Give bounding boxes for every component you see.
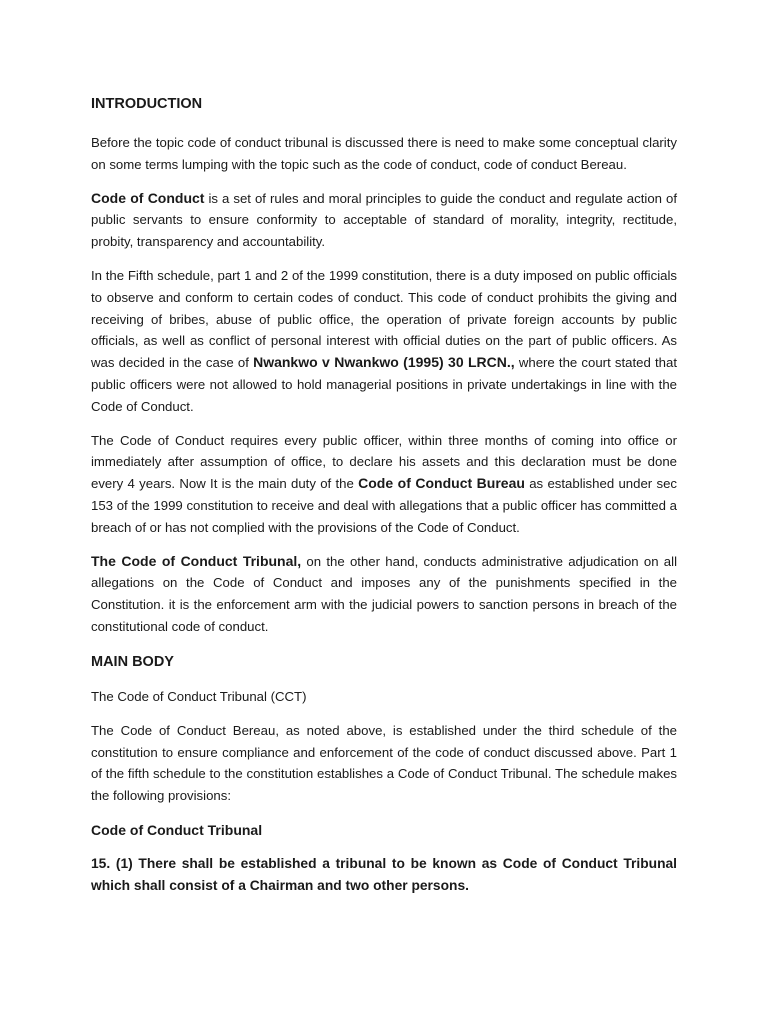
code-of-conduct-term: Code of Conduct (91, 189, 205, 206)
tribunal-section-heading: Code of Conduct Tribunal (91, 821, 263, 838)
cct-subtitle: The Code of Conduct Tribunal (CCT) (91, 688, 307, 704)
document-page (91, 92, 677, 897)
bureau-paragraph (91, 430, 677, 539)
bureau-text: The Code of Conduct requires every public officer, within three months of coming into office or immediately after assumption of office, to declare his assets and this declaration must be done every 4 years. Now It is the main duty of the (91, 432, 677, 492)
tribunal-term: The Code of Conduct Tribunal, (91, 552, 302, 569)
intro-paragraph: Before the topic code of conduct tribunal is discussed there is need to make some conceptual clarity on some terms lumping with the topic such as the code of conduct, code of conduct Bereau. (91, 135, 677, 172)
bureau-name: Code of Conduct Bureau (358, 475, 525, 492)
code-of-conduct-paragraph (91, 188, 677, 253)
tribunal-paragraph (91, 551, 677, 638)
provision-15: 15. (1) There shall be established a tribunal to be known as Code of Conduct Tribunal which shall consist of a Chairman and two other persons. (91, 855, 677, 893)
case-citation: Nwankwo v Nwankwo (1995) 30 LRCN., (253, 354, 515, 371)
main-body-heading: MAIN BODY (91, 653, 174, 670)
fifth-schedule-text: In the Fifth schedule, part 1 and 2 of the 1999 constitution, there is a duty imposed on public officials to observe and conform to certain codes of conduct. This code of conduct prohibits the giving and receiving of bribes, abuse of public office, the operation of private foreign accounts by public officials, as well as conflict of personal interest with official duties on the part of public officers. As was decided in the case of (91, 267, 677, 371)
code-of-conduct-definition: is a set of rules and moral principles to guide the conduct and regulate action of public servants to ensure conformity to acceptable of standard of morality, integrity, rectitude, probity, transparency and accountability. (91, 190, 677, 250)
bureau-text-after: as established under sec 153 of the 1999 constitution to receive and deal with allegations that a public officer has committed a breach of or has not complied with the provisions of the Code of Conduct. (91, 476, 677, 535)
fifth-schedule-paragraph (91, 265, 677, 418)
tribunal-text: on the other hand, conducts administrative adjudication on all allegations on the Code of Conduct and imposes any of the punishments specified in the Constitution. it is the enforcement arm with the judicial powers to sanction persons in breach of the constitutional code of conduct. (91, 553, 678, 634)
introduction-heading: INTRODUCTION (91, 96, 203, 112)
main-body-paragraph: The Code of Conduct Bereau, as noted above, is established under the third schedule of the constitution to ensure compliance and enforcement of the code of conduct discussed above. Part 1 of the fifth schedule to the constitution establishes a Code of Conduct Tribunal. The schedule makes the following provisions: (91, 722, 677, 804)
fifth-schedule-text-after: where the court stated that public officers were not allowed to hold managerial positions in private undertakings in line with the Code of Conduct. (91, 355, 677, 414)
